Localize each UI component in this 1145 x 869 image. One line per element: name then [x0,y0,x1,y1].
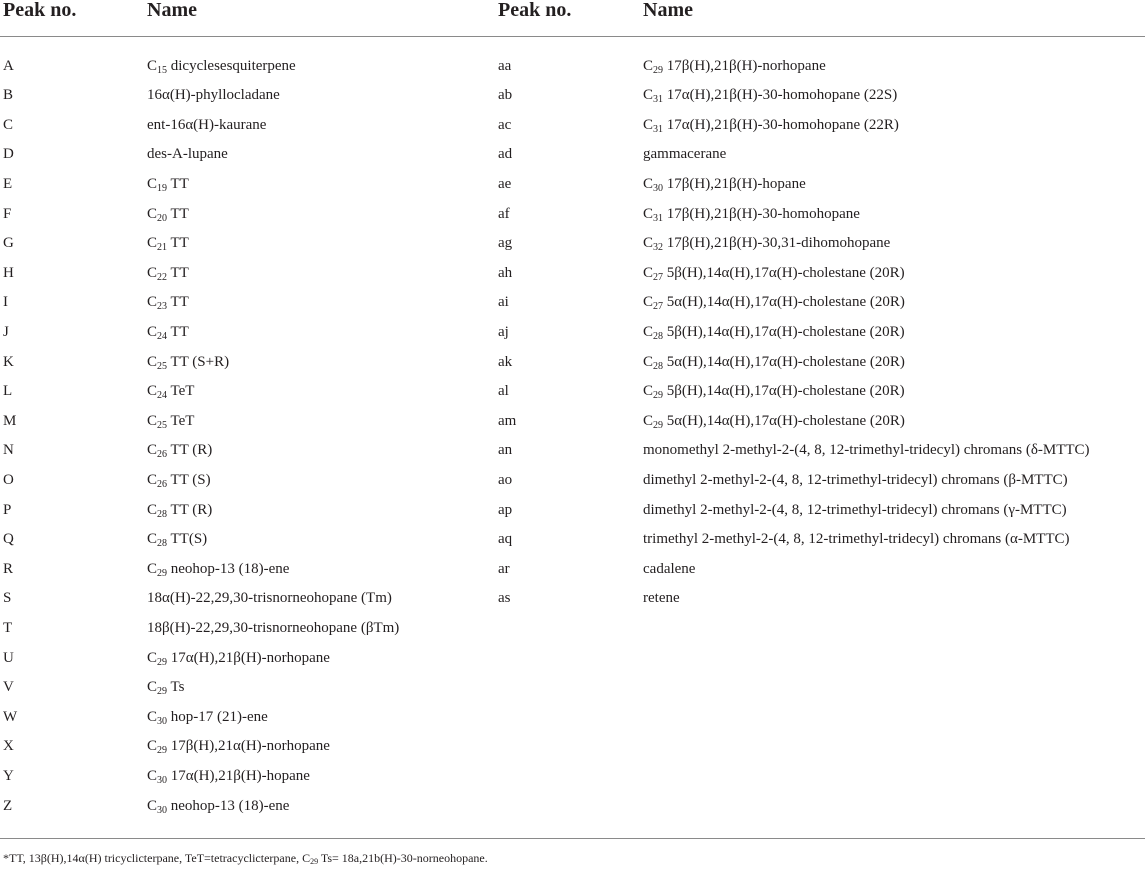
name-subscript: 29 [157,686,168,698]
peak-no-right: ah [498,264,513,281]
table-row [0,678,1145,708]
peak-no-left: X [3,738,14,755]
name-rest: 17β(H),21β(H)-30,31-dihomohopane [663,235,891,252]
name-base: C [643,264,654,281]
compound-name-left [147,441,212,459]
name-subscript: 30 [157,804,168,816]
peak-no-left: Q [3,531,14,548]
compound-name-left [147,471,211,489]
compound-name-right [643,264,905,282]
compound-name-right [643,116,899,134]
compound-name-right [643,412,905,430]
name-subscript: 29 [157,567,168,579]
name-base: C [643,235,654,252]
name-rest: TT [167,175,189,192]
peak-no-left: F [3,205,12,222]
peak-no-left: W [3,708,18,725]
footnote-text-before: *TT, 13β(H),14α(H) tricyclicterpane, TeT=tetracyclicterpane, C [3,851,311,865]
peak-no-right: ag [498,235,513,252]
peak-no-right: ao [498,471,513,488]
name-subscript: 25 [157,419,168,431]
peak-no-right: af [498,205,510,222]
table-row [0,145,1145,175]
compound-name-left [147,501,212,519]
footnote-text-after: Ts= 18a,21b(H)-30-norneohopane. [318,851,488,865]
compound-name-left [147,797,289,815]
name-subscript: 32 [653,242,664,254]
compound-name-left [147,264,189,282]
name-base: ent-16α(H)-kaurane [147,116,267,133]
peak-no-left: S [3,590,12,607]
header-name-right: Name [643,0,693,21]
name-base: C [147,175,158,192]
table-row [0,471,1145,501]
compound-name-right [643,145,726,163]
name-subscript: 29 [157,656,168,668]
name-base: C [147,205,158,222]
name-subscript: 29 [653,390,664,402]
name-base: C [147,383,158,400]
name-rest: 5α(H),14α(H),17α(H)-cholestane (20R) [663,412,905,429]
peak-no-left: N [3,442,14,459]
name-rest: 5β(H),14α(H),17α(H)-cholestane (20R) [663,383,905,400]
name-base: gammacerane [643,146,727,163]
compound-name-left [147,353,229,371]
name-base: C [147,560,158,577]
name-subscript: 28 [653,330,664,342]
name-rest: TeT [167,412,195,429]
name-base: C [147,767,158,784]
name-base: C [147,353,158,370]
name-subscript: 29 [653,419,664,431]
name-rest: neohop-13 (18)-ene [167,797,290,814]
name-subscript: 29 [653,64,664,76]
peak-no-left: Z [3,797,13,814]
footnote-subscript: 29 [310,857,319,866]
table-row [0,293,1145,323]
table-header [0,0,1145,37]
name-rest: 17α(H),21β(H)-norhopane [167,649,330,666]
peak-no-left: Y [3,767,14,784]
name-base: C [147,708,158,725]
peak-no-left: V [3,679,14,696]
peak-no-right: ac [498,116,512,133]
name-rest: TT (S) [167,471,211,488]
table-row [0,501,1145,531]
name-base: C [643,323,654,340]
name-base: C [147,264,158,281]
name-base: C [147,323,158,340]
table-row [0,767,1145,797]
compound-name-right [643,234,890,252]
name-rest: hop-17 (21)-ene [167,708,268,725]
name-subscript: 30 [653,182,664,194]
name-base: C [147,797,158,814]
table-row [0,530,1145,560]
name-subscript: 24 [157,330,168,342]
name-base: cadalene [643,560,696,577]
name-rest: 17β(H),21β(H)-norhopane [663,57,826,74]
header-peak-no-right: Peak no. [498,0,572,21]
name-subscript: 27 [653,301,664,313]
name-base: monomethyl 2-methyl-2-(4, 8, 12-trimethyl-tridecyl) chromans (δ-MTTC) [643,442,1090,459]
table-row [0,619,1145,649]
name-base: 18α(H)-22,29,30-trisnorneohopane (Tm) [147,590,392,607]
peak-no-left: L [3,383,13,400]
header-name-left: Name [147,0,197,21]
table-row [0,737,1145,767]
header-peak-no-left: Peak no. [3,0,77,21]
name-rest: dicyclesesquiterpene [167,57,296,74]
compound-name-left [147,560,289,578]
peak-no-left: G [3,235,14,252]
compound-name-left [147,708,268,726]
table-row [0,116,1145,146]
name-rest: 17α(H),21β(H)-hopane [167,767,310,784]
peak-no-right: ad [498,146,513,163]
compound-name-right [643,501,1067,519]
name-subscript: 15 [157,64,168,76]
peak-no-right: aq [498,531,513,548]
name-base: C [643,353,654,370]
name-base: dimethyl 2-methyl-2-(4, 8, 12-trimethyl-tridecyl) chromans (β-MTTC) [643,471,1068,488]
name-subscript: 30 [157,715,168,727]
compound-name-right [643,175,806,193]
name-base: trimethyl 2-methyl-2-(4, 8, 12-trimethyl-tridecyl) chromans (α-MTTC) [643,531,1070,548]
name-subscript: 26 [157,478,168,490]
peak-no-left: A [3,57,14,74]
compound-name-left [147,57,296,75]
table-row [0,175,1145,205]
name-base: C [643,87,654,104]
compound-name-left [147,205,189,223]
compound-name-right [643,57,826,75]
peak-no-left: B [3,87,14,104]
compound-name-left [147,412,194,430]
name-base: C [643,205,654,222]
compound-name-right [643,471,1068,489]
name-rest: 17α(H),21β(H)-30-homohopane (22S) [663,87,898,104]
name-subscript: 23 [157,301,168,313]
name-base: C [147,501,158,518]
name-rest: TT(S) [167,531,208,548]
name-rest: 17β(H),21β(H)-30-homohopane [663,205,860,222]
name-rest: 5α(H),14α(H),17α(H)-cholestane (20R) [663,353,905,370]
compound-name-right [643,293,905,311]
peak-no-left: J [3,323,9,340]
name-subscript: 31 [653,123,664,135]
compound-name-left [147,649,330,667]
name-rest: 5β(H),14α(H),17α(H)-cholestane (20R) [663,323,905,340]
peak-no-right: ai [498,294,509,311]
compound-name-right [643,382,905,400]
compound-name-left [147,116,266,134]
name-base: 18β(H)-22,29,30-trisnorneohopane (βTm) [147,619,400,636]
name-rest: TT [167,264,189,281]
name-subscript: 26 [157,449,168,461]
table-row [0,323,1145,353]
name-base: 16α(H)-phyllocladane [147,87,280,104]
name-base: C [643,412,654,429]
table-bottom-rule [0,838,1145,839]
compound-name-right [643,86,897,104]
name-rest: TT (S+R) [167,353,230,370]
peak-no-left: U [3,649,14,666]
name-base: C [643,175,654,192]
compound-name-left [147,589,392,607]
name-base: C [147,442,158,459]
compound-name-left [147,293,189,311]
name-base: C [147,471,158,488]
name-subscript: 28 [157,508,168,520]
name-rest: 5α(H),14α(H),17α(H)-cholestane (20R) [663,294,905,311]
compound-name-left [147,678,184,696]
name-rest: 17α(H),21β(H)-30-homohopane (22R) [663,116,899,133]
table-row [0,382,1145,412]
name-base: C [643,57,654,74]
name-subscript: 28 [157,538,168,550]
peak-no-right: aj [498,323,509,340]
compound-name-left [147,619,399,637]
compound-name-left [147,382,194,400]
compound-name-right [643,560,695,578]
compound-name-right [643,353,905,371]
name-base: C [147,679,158,696]
table-row [0,708,1145,738]
name-subscript: 20 [157,212,168,224]
name-subscript: 28 [653,360,664,372]
name-base: C [643,116,654,133]
peak-no-right: ar [498,560,510,577]
table-row [0,412,1145,442]
peak-no-left: O [3,471,14,488]
name-rest: TT [167,205,189,222]
name-base: retene [643,590,680,607]
table-row [0,264,1145,294]
compound-name-left [147,86,280,104]
table-row [0,57,1145,87]
name-rest: 5β(H),14α(H),17α(H)-cholestane (20R) [663,264,905,281]
compound-name-left [147,323,189,341]
peak-no-right: as [498,590,511,607]
name-rest: Ts [167,679,185,696]
name-subscript: 24 [157,390,168,402]
compound-name-right [643,441,1090,459]
name-rest: 17β(H),21β(H)-hopane [663,175,806,192]
compound-name-left [147,767,310,785]
peak-no-right: al [498,383,509,400]
peak-no-right: ae [498,175,512,192]
compound-name-right [643,589,680,607]
peak-no-right: am [498,412,517,429]
table-footnote [3,851,488,865]
table-row [0,234,1145,264]
peak-no-left: P [3,501,12,518]
peak-no-left: D [3,146,14,163]
compound-name-right [643,530,1070,548]
name-subscript: 31 [653,212,664,224]
name-rest: neohop-13 (18)-ene [167,560,290,577]
table-row [0,560,1145,590]
peak-no-left: T [3,619,13,636]
compound-name-left [147,175,189,193]
name-subscript: 19 [157,182,168,194]
table-row [0,589,1145,619]
name-subscript: 31 [653,94,664,106]
peak-no-left: M [3,412,17,429]
name-base: C [147,294,158,311]
peak-no-left: H [3,264,14,281]
name-rest: TT [167,235,189,252]
name-subscript: 30 [157,774,168,786]
compound-name-left [147,737,330,755]
name-rest: TT [167,294,189,311]
peak-no-right: ab [498,87,513,104]
table-row [0,353,1145,383]
table-row [0,205,1145,235]
name-subscript: 29 [157,745,168,757]
name-base: des-A-lupane [147,146,228,163]
name-base: C [147,57,158,74]
compound-name-left [147,530,207,548]
peak-no-left: R [3,560,14,577]
peak-no-left: K [3,353,14,370]
table-row [0,441,1145,471]
name-subscript: 22 [157,271,168,283]
table-row [0,797,1145,827]
name-subscript: 25 [157,360,168,372]
name-rest: 17β(H),21α(H)-norhopane [167,738,330,755]
name-rest: TT [167,323,189,340]
compound-name-right [643,205,860,223]
peak-no-right: ap [498,501,513,518]
name-subscript: 21 [157,242,168,254]
table-row [0,649,1145,679]
name-base: C [147,412,158,429]
name-base: C [147,235,158,252]
peak-no-left: I [3,294,8,311]
peak-no-left: C [3,116,14,133]
compound-name-right [643,323,905,341]
name-rest: TT (R) [167,442,213,459]
name-base: C [147,531,158,548]
compound-name-left [147,234,189,252]
name-base: dimethyl 2-methyl-2-(4, 8, 12-trimethyl-tridecyl) chromans (γ-MTTC) [643,501,1067,518]
name-base: C [147,649,158,666]
name-base: C [643,383,654,400]
peak-no-left: E [3,175,13,192]
peak-no-right: aa [498,57,512,74]
peak-no-right: ak [498,353,513,370]
name-rest: TT (R) [167,501,213,518]
peak-no-right: an [498,442,513,459]
table-row [0,86,1145,116]
name-base: C [147,738,158,755]
compound-name-left [147,145,228,163]
name-base: C [643,294,654,311]
name-rest: TeT [167,383,195,400]
name-subscript: 27 [653,271,664,283]
